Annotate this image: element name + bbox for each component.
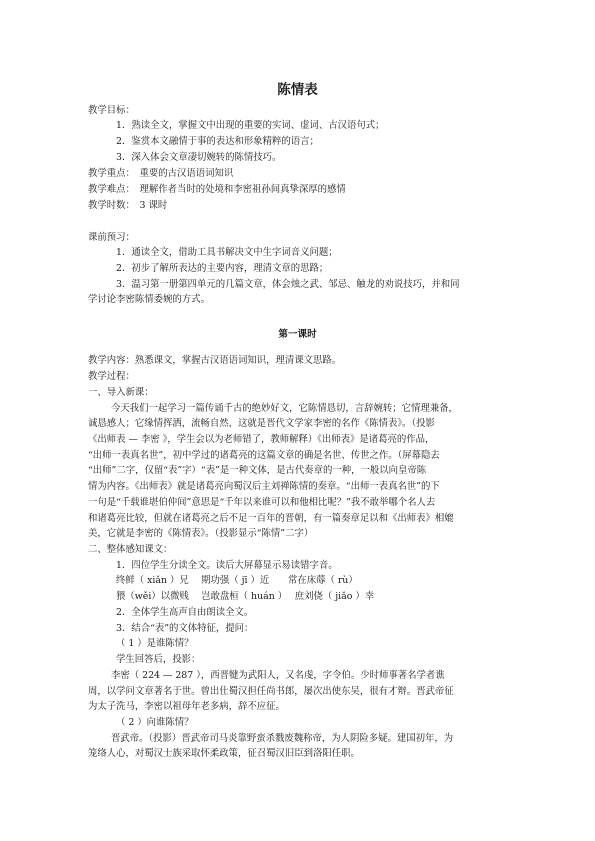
text-line: 教学难点： 理解作者当时的处境和李密祖孙间真挚深厚的感情 [88, 184, 346, 195]
text-line: 2．鉴赏本文融情于事的表达和形象精粹的语言； [116, 136, 319, 147]
text-line: 3．深入体会文章凄切婉转的陈情技巧。 [116, 152, 282, 163]
text-line: 一、导入新课： [88, 387, 154, 398]
text-line: 1．四位学生分读全文。读后大屏幕显示易读错字音。 [116, 560, 338, 571]
text-line: （ 1 ）是谁陈情？ [116, 638, 194, 649]
text-line: 3．结合“表”的文体特征，提问： [116, 623, 254, 634]
section-title: 第一课时 [278, 329, 317, 340]
text-line: 为太子洗马，李密以祖母年老多病，辞不应征。 [88, 701, 285, 712]
text-line: 《出师表 — 李密 》，学生会以为老师错了，教师解释）《出师表》是诸葛亮的作品， [88, 434, 435, 445]
text-line: 教学过程： [88, 371, 135, 382]
text-line: 1．熟读全文，掌握文中出现的重要的实词、虚词、古汉语句式； [116, 120, 385, 131]
text-line: 课前预习： [88, 232, 135, 243]
text-line: 周，以学问文章著名于世。曾出仕蜀汉担任尚书郎，屡次出使东吴，很有才辩。晋武帝征 [88, 686, 454, 697]
document-title: 陈情表 [277, 82, 318, 98]
text-line: 终鲜（ xiǎn ）兄 期功强（ jī ）近 常在床蓐（ rù） [116, 575, 358, 586]
text-line: 笼络人心，对蜀汉士族采取怀柔政策，征召蜀汉旧臣到洛阳任职。 [88, 748, 360, 759]
text-line: 2．全体学生高声自由朗读全文。 [116, 607, 254, 618]
text-line: 一句是“千载谁堪伯仲间”意思是“千年以来谁可以和他相比呢？”我不敢举哪个名人去 [88, 497, 436, 508]
text-line: （ 2 ）向谁陈情？ [116, 717, 194, 728]
text-line: 今天我们一起学习一篇传诵千古的绝妙好文，它陈情恳切，言辞婉转；它情理兼备， [111, 403, 458, 414]
text-line: “出师”二字，仅留“表”字）“表”是一种文体，是古代奏章的一种，一般以向皇帝陈 [88, 465, 427, 476]
text-line: “出师一表真名世”，初中学过的诸葛亮的这篇文章的确是名世、传世之作。（屏幕隐去 [88, 450, 440, 461]
text-line: 美，它就是李密的《陈情表》。（投影显示“陈情”二字） [88, 528, 314, 539]
text-line: 和诸葛亮比较，但就在诸葛亮之后不足一百年的晋朝，有一篇奏章足以和《出师表》相媲 [88, 513, 454, 524]
text-line: 1．通读全文，借助工具书解决文中生字词音义问题； [116, 247, 338, 258]
text-line: 教学时数： 3 课时 [88, 200, 168, 211]
text-line: 教学内容：熟悉课文，掌握古汉语语词知识，理清课文思路。 [88, 355, 342, 366]
text-line: 学讨论李密陈情委婉的方式。 [88, 294, 210, 305]
text-line: 晋武帝。（投影）晋武帝司马炎靠野蛮杀戮废魏称帝，为人阴险多疑。建国初年，为 [111, 733, 454, 744]
text-line: 2．初步了解所表达的主要内容，理清文章的思路； [116, 263, 329, 274]
text-line: 二、整体感知课文： [88, 544, 173, 555]
text-line: 李密（ 224 — 287 ），西晋犍为武阳人，又名虔，字令伯。少时师事著名学者谯 [111, 670, 445, 681]
text-line: 猥（wěi）以微贱 岂敢盘桓（ huán ） 庶刘侥（ jiǎo ）幸 [116, 591, 375, 602]
text-line: 3．温习第一册第四单元的几篇文章，体会烛之武、邹忌、触龙的劝说技巧，并和同 [116, 279, 460, 290]
text-line: 学生回答后，投影： [116, 654, 201, 665]
text-line: 情为内容。《出师表》就是诸葛亮向蜀汉后主刘禅陈情的奏章。“出师一表真名世”的下 [88, 481, 440, 492]
text-line: 教学目标： [88, 105, 135, 116]
text-line: 诚恳感人；它缘情挥洒，流畅自然，这就是晋代文学家李密的名作《陈情表》。（投影 [88, 418, 435, 429]
text-line: 教学重点： 重要的古汉语语词知识 [88, 168, 234, 179]
